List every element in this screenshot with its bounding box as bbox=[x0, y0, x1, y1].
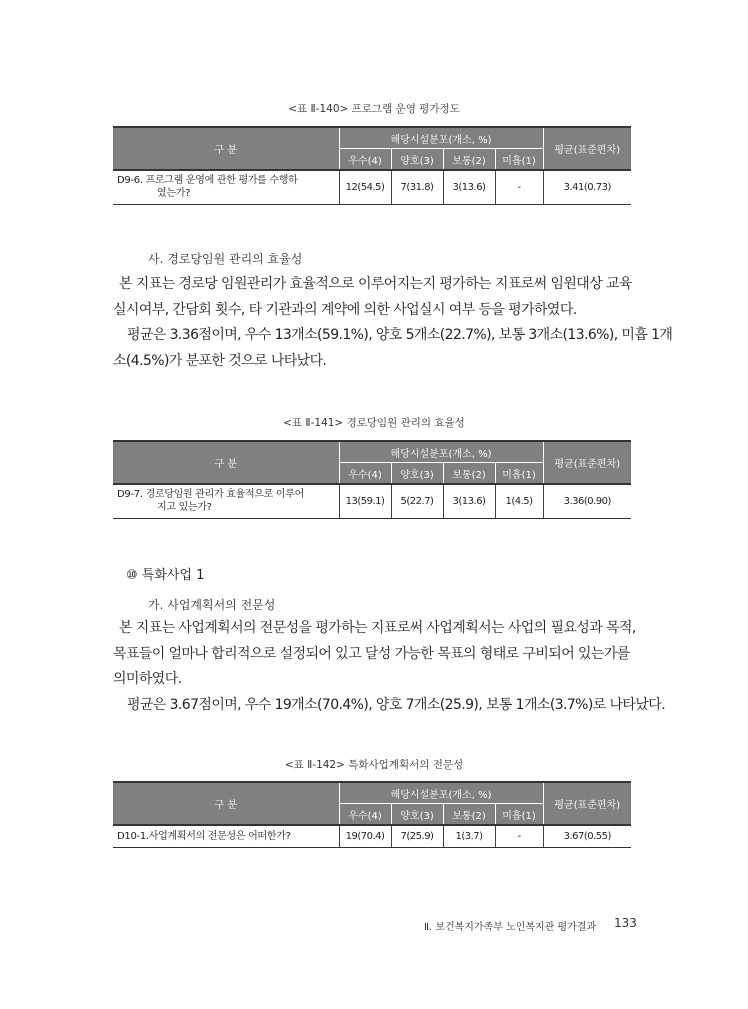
cell-poor: - bbox=[495, 825, 543, 847]
cell-good: 7(25.9) bbox=[391, 825, 443, 847]
subsection-heading-ga: 가. 사업계획서의 전문성 bbox=[148, 598, 276, 612]
header-excellent: 우수(4) bbox=[339, 149, 391, 171]
header-excellent: 우수(4) bbox=[339, 804, 391, 826]
header-normal: 보통(2) bbox=[443, 804, 495, 826]
header-poor: 미흡(1) bbox=[495, 804, 543, 826]
cell-average: 3.41(0.73) bbox=[543, 170, 631, 204]
header-good: 양호(3) bbox=[391, 149, 443, 171]
cell-normal: 1(3.7) bbox=[443, 825, 495, 847]
cell-good: 7(31.8) bbox=[391, 170, 443, 204]
cell-poor: - bbox=[495, 170, 543, 204]
cell-excellent: 12(54.5) bbox=[339, 170, 391, 204]
cell-average: 3.36(0.90) bbox=[543, 484, 631, 518]
page-footer: Ⅱ. 보건복지가족부 노인복지관 평가결과 bbox=[424, 922, 597, 933]
page-number: 133 bbox=[614, 916, 637, 930]
header-poor: 미흡(1) bbox=[495, 149, 543, 171]
section-heading-sa: 사. 경로당임원 관리의 효율성 bbox=[148, 252, 303, 266]
table-caption-140: <표 Ⅱ-140> 프로그램 운영 평가정도 bbox=[288, 103, 460, 115]
header-good: 양호(3) bbox=[391, 804, 443, 826]
cell-average: 3.67(0.55) bbox=[543, 825, 631, 847]
section-heading-10: ⑩ 특화사업 1 bbox=[126, 568, 205, 583]
header-gubun: 구 분 bbox=[113, 441, 339, 484]
table-141 bbox=[113, 440, 631, 519]
header-gubun: 구 분 bbox=[113, 782, 339, 825]
table-142 bbox=[113, 781, 631, 848]
cell-poor: 1(4.5) bbox=[495, 484, 543, 518]
table-row-question: D9-7. 경로당임원 관리가 효율적으로 이루어 지고 있는가? bbox=[113, 484, 339, 518]
table-caption-142: <표 Ⅱ-142> 특화사업계획서의 전문성 bbox=[284, 759, 464, 771]
cell-normal: 3(13.6) bbox=[443, 484, 495, 518]
table-row-question: D10-1.사업계획서의 전문성은 어떠한가? bbox=[113, 825, 339, 847]
header-average: 평균(표준편차) bbox=[543, 441, 631, 484]
header-gubun: 구 분 bbox=[113, 127, 339, 170]
header-normal: 보통(2) bbox=[443, 149, 495, 171]
header-poor: 미흡(1) bbox=[495, 463, 543, 485]
cell-excellent: 19(70.4) bbox=[339, 825, 391, 847]
table-row-question: D9-6. 프로그램 운영에 관한 평가를 수행하 였는가? bbox=[113, 170, 339, 204]
cell-excellent: 13(59.1) bbox=[339, 484, 391, 518]
header-distribution: 해당시설분포(개소, %) bbox=[339, 782, 543, 804]
header-average: 평균(표준편차) bbox=[543, 782, 631, 825]
header-good: 양호(3) bbox=[391, 463, 443, 485]
cell-normal: 3(13.6) bbox=[443, 170, 495, 204]
table-140 bbox=[113, 126, 631, 205]
header-excellent: 우수(4) bbox=[339, 463, 391, 485]
paragraph-10: 본 지표는 사업계획서의 전문성을 평가하는 지표로써 사업계획서는 사업의 필요성과 목적, 목표들이 얼마나 합리적으로 설정되어 있고 달성 가능한 목표의 형태로 구비되어 있는가를 의미하였다. 평균은 3.67점이며, 우수 19개소(70.4%), 양호 7개소(25.9), 보통 1개소(3.7%)로 나타났다. bbox=[113, 620, 666, 713]
header-average: 평균(표준편차) bbox=[543, 127, 631, 170]
header-distribution: 해당시설분포(개소, %) bbox=[339, 127, 543, 149]
header-normal: 보통(2) bbox=[443, 463, 495, 485]
header-distribution: 해당시설분포(개소, %) bbox=[339, 441, 543, 463]
cell-good: 5(22.7) bbox=[391, 484, 443, 518]
table-caption-141: <표 Ⅱ-141> 경로당임원 관리의 효율성 bbox=[283, 417, 465, 429]
paragraph-sa: 본 지표는 경로당 임원관리가 효율적으로 이루어지는지 평가하는 지표로써 임원대상 교육 실시여부, 간담회 횟수, 타 기관과의 계약에 의한 사업실시 여부 등을 평가하였다. 평균은 3.36점이며, 우수 13개소(59.1%), 양호 5개소(22.7%), 보통 3개소(13.6%), 미흡 1개 소(4.5%)가 분포한 것으로 나타났다. bbox=[113, 276, 673, 369]
